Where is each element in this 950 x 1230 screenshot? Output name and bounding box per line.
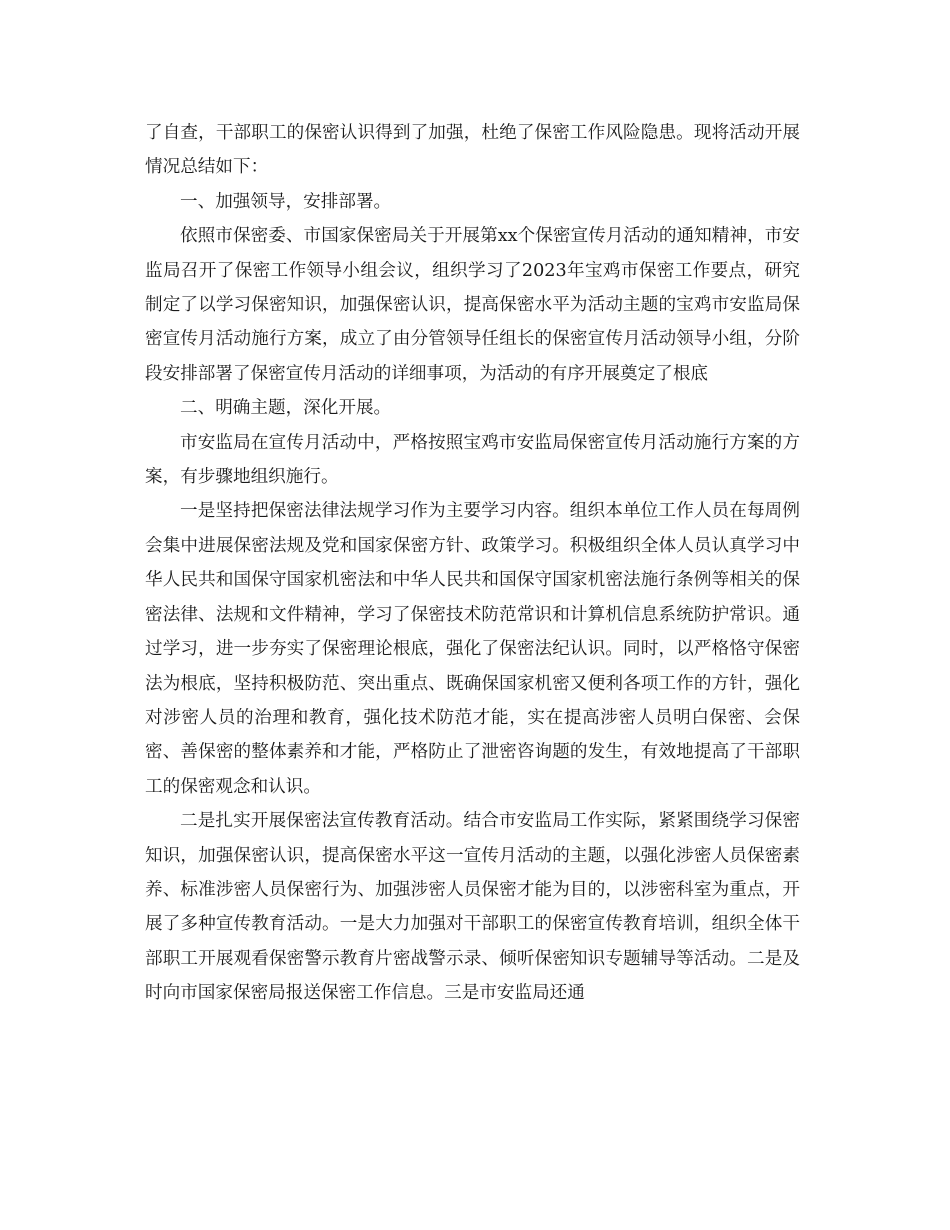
section-heading-2: 二、明确主题，深化开展。 bbox=[180, 398, 392, 419]
paragraph-section-2-intro: 市安监局在宣传月活动中，严格按照宝鸡市安监局保密宣传月活动施行方案的方案，有步骤地组织施行。 bbox=[145, 432, 800, 488]
paragraph-point-1: 一是坚持把保密法律法规学习作为主要学习内容。组织本单位工作人员在每周例会集中进展保密法规及党和国家保密方针、政策学习。积极组织全体人员认真学习中华人民共和国保守国家机密法和中华人民共和国保守国家机密法施行条例等相关的保密法律、法规和文件精神，学习了保密技术防范常识和计算机信息系统防护常识。通过学习，进一步夯实了保密理论根底，强化了保密法纪认识。同时，以严格恪守保密法为根底，坚持积极防范、突出重点、既确保国家机密又便利各项工作的方针，强化对涉密人员的治理和教育，强化技术防范才能，实在提高涉密人员明白保密、会保密、善保密的整体素养和才能，严格防止了泄密咨询题的发生，有效地提高了干部职工的保密观念和认识。 bbox=[145, 501, 800, 797]
paragraph-intro-continuation: 了自查，干部职工的保密认识得到了加强，杜绝了保密工作风险隐患。现将活动开展情况总结如下： bbox=[145, 123, 800, 178]
paragraph-section-1-body: 依照市保密委、市国家保密局关于开展第xx个保密宣传月活动的通知精神，市安监局召开了保密工作领导小组会议，组织学习了2023年宝鸡市保密工作要点，研究制定了以学习保密知识，加强保密认识，提高保密水平为活动主题的宝鸡市安监局保密宣传月活动施行方案，成立了由分管领导任组长的保密宣传月活动领导小组，分阶段安排部署了保密宣传月活动的详细事项，为活动的有序开展奠定了根底 bbox=[145, 226, 800, 384]
document-body bbox=[145, 116, 800, 1011]
paragraph-point-2: 二是扎实开展保密法宣传教育活动。结合市安监局工作实际，紧紧围绕学习保密知识，加强保密认识，提高保密水平这一宣传月活动的主题，以强化涉密人员保密素养、标准涉密人员保密行为、加强涉密人员保密才能为目的，以涉密科室为重点，开展了多种宣传教育活动。一是大力加强对干部职工的保密宣传教育培训，组织全体干部职工开展观看保密警示教育片密战警示录、倾听保密知识专题辅导等活动。二是及时向市国家保密局报送保密工作信息。三是市安监局还通 bbox=[145, 811, 800, 1004]
section-heading-1: 一、加强领导，安排部署。 bbox=[180, 191, 392, 212]
